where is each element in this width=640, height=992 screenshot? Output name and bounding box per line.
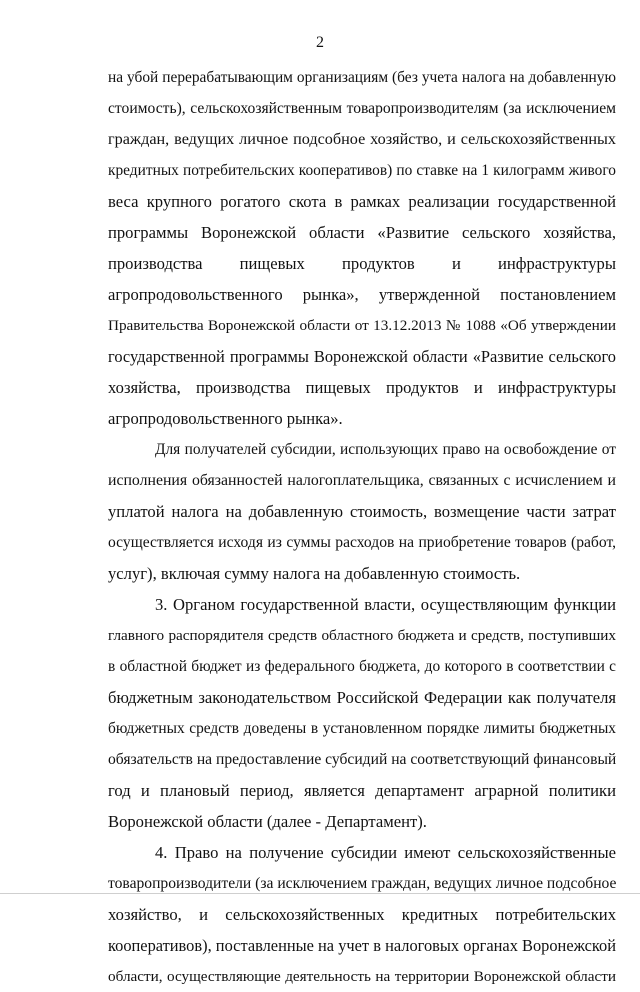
text-line: производства пищевых продуктов и инфраструктуры (108, 254, 616, 273)
text-line: Воронежской области (далее - Департамент). (108, 812, 427, 831)
text-line: Для получателей субсидии, использующих право на освобождение от (155, 441, 616, 458)
text-line: осуществляется исходя из суммы расходов на приобретение товаров (работ, (108, 534, 616, 551)
text-line: граждан, ведущих личное подсобное хозяйство, и сельскохозяйственных (108, 130, 616, 148)
text-line: Правительства Воронежской области от 13.12.2013 № 1088 «Об утверждении (108, 317, 616, 334)
text-line: на убой перерабатывающим организациям (без учета налога на добавленную (108, 69, 616, 86)
text-line: хозяйства, производства пищевых продуктов и инфраструктуры (108, 378, 616, 397)
text-line: кооперативов), поставленные на учет в налоговых органах Воронежской (108, 936, 616, 955)
page-bottom-edge (0, 893, 640, 894)
paragraph-vat-exemption (108, 434, 616, 589)
text-line: год и плановый период, является департамент аграрной политики (108, 781, 616, 800)
text-line: веса крупного рогатого скота в рамках реализации государственной (108, 192, 616, 211)
text-line: в областной бюджет из федерального бюджета, до которого в соответствии с (108, 658, 616, 675)
text-line: бюджетных средств доведены в установленном порядке лимиты бюджетных (108, 720, 616, 737)
paragraph-item-3 (108, 589, 616, 837)
text-line: главного распорядителя средств областного бюджета и средств, поступивших (108, 627, 616, 644)
text-line: программы Воронежской области «Развитие сельского хозяйства, (108, 223, 616, 242)
page-number: 2 (316, 34, 324, 51)
document-body (108, 62, 616, 992)
text-line: товаропроизводители (за исключением граждан, ведущих личное подсобное (108, 875, 617, 892)
paragraph-continuation (108, 62, 616, 434)
text-line: агропродовольственного рынка». (108, 409, 343, 428)
text-line: хозяйство, и сельскохозяйственных кредитных потребительских (108, 905, 616, 924)
text-line: уплатой налога на добавленную стоимость, возмещение части затрат (108, 502, 616, 521)
text-line: бюджетным законодательством Российской Федерации как получателя (108, 688, 616, 707)
text-line: обязательств на предоставление субсидий на соответствующий финансовый (108, 751, 617, 768)
text-line: стоимость), сельскохозяйственным товаропроизводителям (за исключением (108, 100, 616, 117)
paragraph-item-4 (108, 837, 616, 992)
text-line: агропродовольственного рынка», утвержденной постановлением (108, 285, 616, 304)
text-line: исполнения обязанностей налогоплательщика, связанных с исчислением и (108, 472, 616, 489)
text-line: 4. Право на получение субсидии имеют сельскохозяйственные (155, 843, 616, 862)
text-line: государственной программы Воронежской области «Развитие сельского (108, 347, 616, 366)
text-line: 3. Органом государственной власти, осуществляющим функции (155, 595, 616, 614)
text-line: услуг), включая сумму налога на добавленную стоимость. (108, 564, 521, 583)
text-line: области, осуществляющие деятельность на территории Воронежской области (108, 968, 616, 985)
text-line: кредитных потребительских кооперативов) по ставке на 1 килограмм живого (108, 162, 616, 179)
